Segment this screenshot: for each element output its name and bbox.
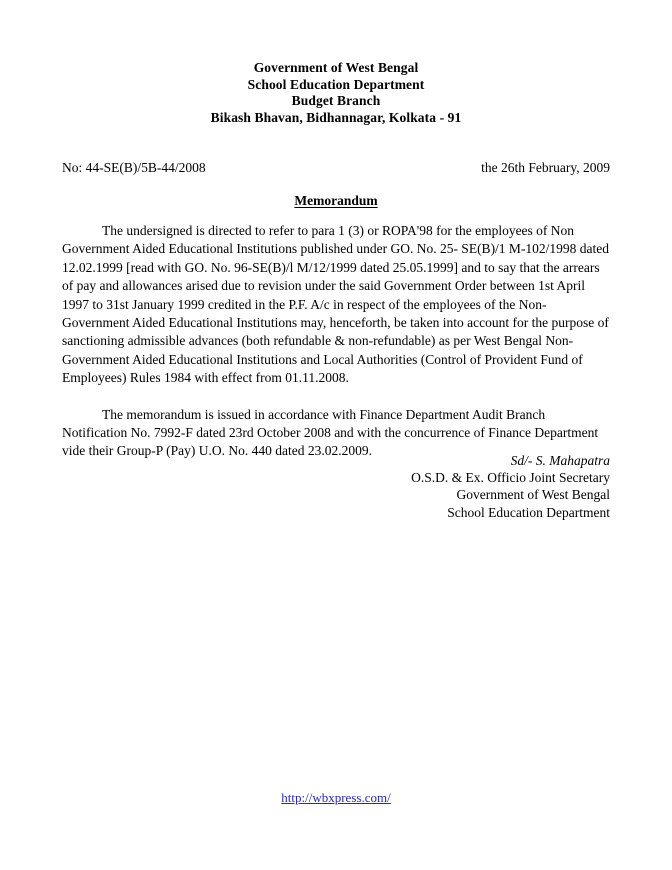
signatory-government: Government of West Bengal bbox=[456, 487, 610, 503]
reference-row bbox=[62, 160, 610, 176]
letterhead-line-address: Bikash Bhavan, Bidhannagar, Kolkata - 91 bbox=[210, 109, 462, 125]
letterhead-line-branch: Budget Branch bbox=[291, 93, 381, 108]
page-title bbox=[62, 192, 610, 210]
letterhead-line-department: School Education Department bbox=[247, 76, 425, 92]
body-paragraph-2: The memorandum is issued in accordance with Finance Department Audit Branch Notification No. 7992-F dated 23rd October 2008 and with the concurrence of Finance Department vide their Group-P (Pay) U.O. No. 440 dated 23.02.2009. bbox=[62, 406, 599, 459]
signatory-name: Sd/- S. Mahapatra bbox=[510, 453, 610, 468]
footer bbox=[0, 789, 672, 807]
signature-block bbox=[310, 452, 610, 521]
reference-number: No: 44-SE(B)/5B-44/2008 bbox=[62, 160, 206, 175]
body-paragraph-1: The undersigned is directed to refer to para 1 (3) or ROPA'98 for the employees of Non Government Aided Educational Institutions published under GO. No. 25- SE(B)/1 M-102/1998 dated 12.02.1999 [read with GO. No. 96-SE(B)/l M/12/1999 dated 25.05.1999] and to say that the arrears of pay and allowances arised due to revision under the said Government Order between 1st April 1997 to 31st January 1999 credited in the P.F. A/c in respect of the employees of the Non-Government Aided Educational Institutions may, henceforth, be taken into account for the purpose of sanctioning admissible advances (both refundable & non-refundable) as per West Bengal Non-Government Aided Educational Institutions and Local Authorities (Control of Provident Fund of Employees) Rules 1984 with effect from 01.11.2008. bbox=[62, 223, 610, 386]
signatory-department: School Education Department bbox=[447, 504, 610, 520]
document-body bbox=[62, 222, 612, 479]
letterhead-line-government: Government of West Bengal bbox=[253, 60, 419, 75]
signatory-designation: O.S.D. & Ex. Officio Joint Secretary bbox=[411, 470, 610, 486]
page-title-text: Memorandum bbox=[294, 193, 378, 208]
reference-date: the 26th February, 2009 bbox=[481, 160, 610, 175]
source-website-link[interactable]: http://wbxpress.com/ bbox=[281, 790, 391, 805]
letterhead bbox=[62, 60, 610, 126]
